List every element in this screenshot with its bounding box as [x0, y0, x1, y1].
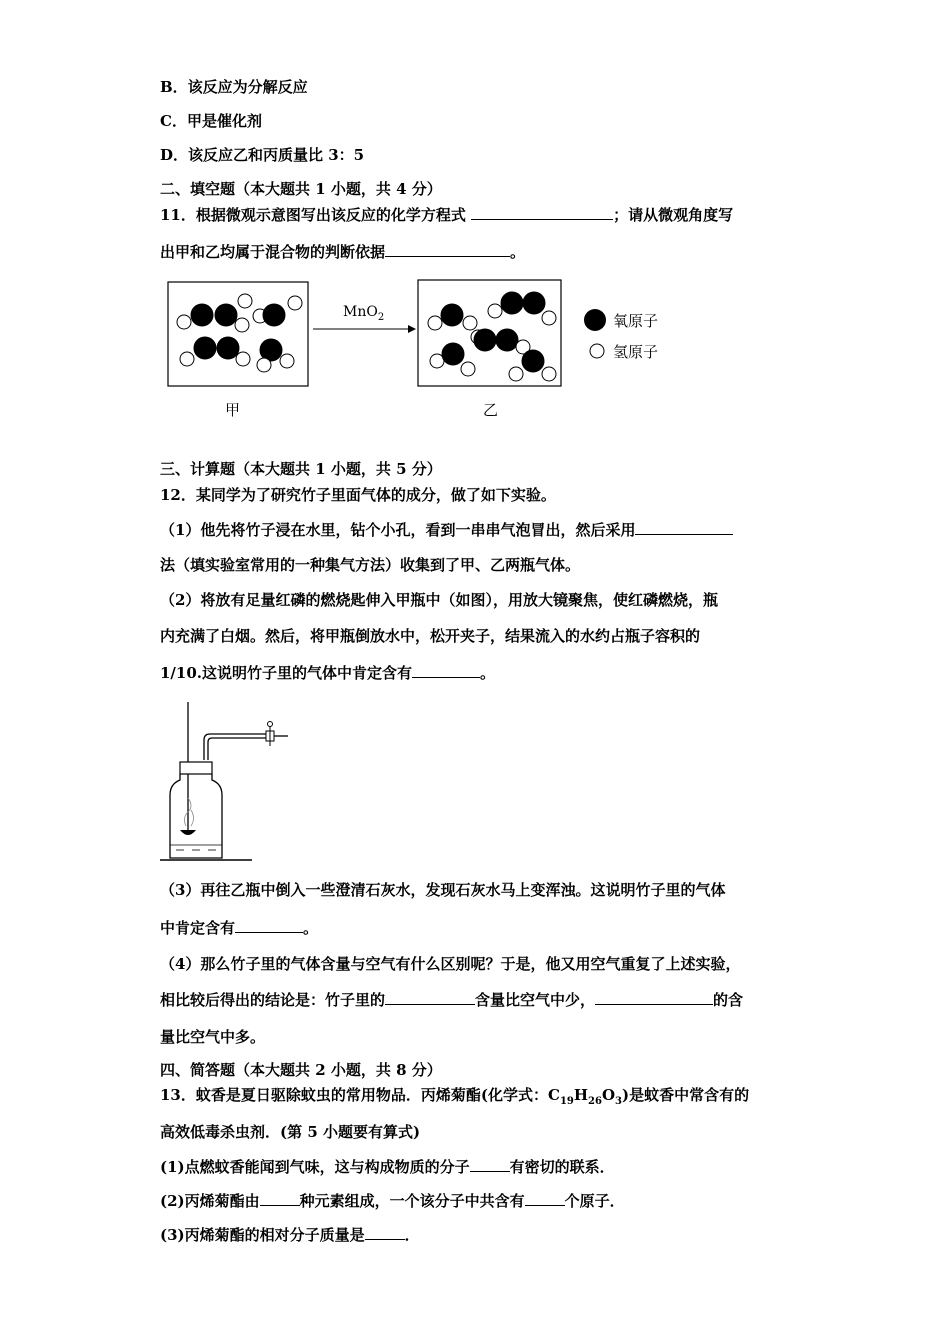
q12-p2-line3: [160, 663, 495, 683]
q12-p1-line2: 法（填实验室常用的一种集气方法）收集到了甲、乙两瓶气体。: [160, 556, 581, 574]
option-b: B．该反应为分解反应: [160, 78, 308, 96]
q11-basis-blank[interactable]: [385, 242, 510, 257]
option-d: D．该反应乙和丙质量比 3：5: [160, 146, 365, 164]
q13-line1: [160, 1085, 749, 1112]
q11-text-c: 出甲和乙均属于混合物的判断依据: [160, 243, 386, 261]
section4-header: 四、简答题（本大题共 2 小题，共 8 分）: [160, 1061, 442, 1079]
q12-p4-text-b1: 相比较后得出的结论是：竹子里的: [160, 991, 386, 1009]
q12-p2-line2: 内充满了白烟。然后，将甲瓶倒放水中，松开夹子，结果流入的水约占瓶子容积的: [160, 627, 701, 645]
q12-p4-line2: [160, 990, 743, 1010]
q11-line2: [160, 242, 525, 262]
formula-o-count: 3: [615, 1096, 623, 1107]
box-jia: [168, 282, 308, 386]
q11-text-d: 。: [510, 243, 526, 261]
q12-p3-end: 。: [303, 919, 319, 937]
bottle-apparatus: [160, 700, 300, 865]
q13-s2-text-b: 种元素组成，一个该分子中共含有: [299, 1192, 525, 1210]
section3-header: 三、计算题（本大题共 1 小题，共 5 分）: [160, 460, 442, 478]
q12-p3-line2: [160, 918, 318, 938]
legend-hydrogen-icon: [590, 344, 604, 358]
q12-p1-text-a: （1）他先将竹子浸在水里，钻个小孔，看到一串串气泡冒出，然后采用: [160, 521, 636, 539]
q12-gas1-blank[interactable]: [412, 663, 480, 678]
box-jia-label: 甲: [225, 401, 241, 419]
section2-header: 二、填空题（本大题共 1 小题，共 4 分）: [160, 180, 442, 198]
legend-oxygen-label: 氧原子: [613, 312, 659, 330]
q13-text-b: )是蚊香中常含有的: [622, 1086, 750, 1104]
q12-gas2-blank[interactable]: [235, 918, 303, 933]
q12-p4-line1: （4）那么竹子里的气体含量与空气有什么区别呢？于是，他又用空气重复了上述实验，: [160, 955, 741, 973]
q13-s2-text-a: (2)丙烯菊酯由: [160, 1192, 260, 1210]
q12-intro: 12．某同学为了研究竹子里面气体的成分，做了如下实验。: [160, 486, 556, 504]
q13-s2-text-c: 个原子．: [564, 1192, 625, 1210]
q13-line2: 高效低毒杀虫剂．(第 5 小题要有算式): [160, 1123, 421, 1141]
option-c: C．甲是催化剂: [160, 112, 262, 130]
arrow-head: [408, 325, 416, 333]
catalyst-text: MnO: [343, 304, 378, 320]
q13-sub1: [160, 1157, 615, 1177]
q12-collection-blank[interactable]: [635, 520, 733, 535]
molecule-diagram: [160, 275, 680, 425]
q13-s1-text-b: 有密切的联系．: [509, 1158, 615, 1176]
formula-c-count: 19: [559, 1096, 574, 1107]
q12-more-blank[interactable]: [595, 990, 713, 1005]
q13-s1-text-a: (1)点燃蚊香能闻到气味，这与构成物质的分子: [160, 1158, 470, 1176]
q12-less-blank[interactable]: [385, 990, 475, 1005]
q12-p4-text-b2: 含量比空气中少，: [475, 991, 596, 1009]
box-yi-label: 乙: [483, 401, 499, 419]
q12-p4-text-b3: 的含: [713, 991, 744, 1009]
q11-line1: [160, 205, 733, 225]
q11-text-b: ；请从微观角度写: [613, 206, 734, 224]
legend-oxygen-icon: [584, 309, 606, 331]
q12-p3-text-b: 中肯定含有: [160, 919, 236, 937]
q11-text-a: 11．根据微观示意图写出该反应的化学方程式: [160, 206, 466, 224]
formula-c: C: [547, 1086, 560, 1104]
q13-s3-blank[interactable]: [365, 1225, 405, 1240]
catalyst-label: [343, 304, 384, 323]
q13-s2-blank2[interactable]: [525, 1191, 565, 1206]
q13-sub3: [160, 1225, 420, 1245]
q13-s3-text-a: (3)丙烯菊酯的相对分子质量是: [160, 1226, 365, 1244]
q13-sub2: [160, 1191, 625, 1211]
q12-p4-line3: 量比空气中多。: [160, 1028, 266, 1046]
q13-s2-blank1[interactable]: [260, 1191, 300, 1206]
q11-equation-blank[interactable]: [471, 205, 613, 220]
q13-text-a: 13．蚊香是夏日驱除蚊虫的常用物品．丙烯菊酯(化学式：: [160, 1086, 548, 1104]
bottle-apparatus-svg: [160, 700, 300, 865]
catalyst-subscript: 2: [377, 311, 385, 323]
q12-p3-line1: （3）再往乙瓶中倒入一些澄清石灰水，发现石灰水马上变浑浊。这说明竹子里的气体: [160, 881, 726, 899]
q12-p2-text-c: 1/10.这说明竹子里的气体中肯定含有: [160, 664, 413, 682]
formula-o: O: [601, 1086, 616, 1104]
q13-s1-blank[interactable]: [470, 1157, 510, 1172]
legend-hydrogen-label: 氢原子: [613, 343, 659, 361]
formula-h-count: 26: [588, 1096, 602, 1107]
q13-s3-text-b: ．: [404, 1226, 420, 1244]
q12-p2-end: 。: [480, 664, 496, 682]
q13-formula: [547, 1086, 623, 1107]
q12-p2-line1: （2）将放有足量红磷的燃烧匙伸入甲瓶中（如图），用放大镜聚焦，使红磷燃烧，瓶: [160, 591, 718, 609]
formula-h: H: [573, 1086, 589, 1104]
q12-p1-line1: [160, 520, 733, 540]
